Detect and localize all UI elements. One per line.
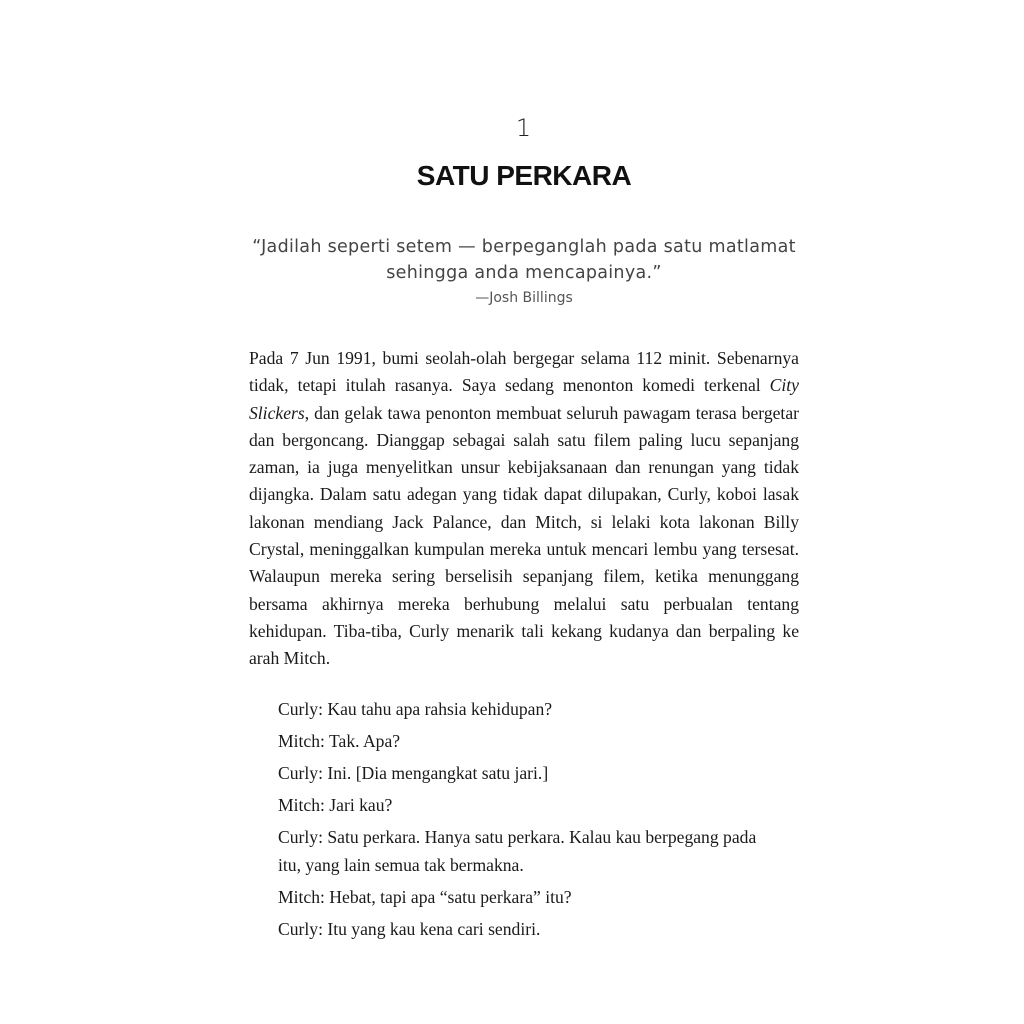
dialogue-line: Curly: Itu yang kau kena cari sendiri. bbox=[278, 918, 541, 939]
chapter-title: SATU PERKARA bbox=[416, 160, 632, 191]
film-title: City Slickers bbox=[249, 375, 799, 423]
dialogue-line: Curly: Ini. [Dia mengangkat satu jari.] bbox=[278, 763, 549, 783]
dialogue-line: Curly: Kau tahu apa rahsia kehidupan? bbox=[278, 699, 553, 719]
dialogue-line: Mitch: Hebat, tapi apa “satu perkara” itu? bbox=[278, 886, 572, 907]
chapter-number: 1 bbox=[515, 114, 533, 142]
dialogue-line: Mitch: Jari kau? bbox=[278, 795, 393, 815]
paragraph-text-1: Pada 7 Jun 1991, bumi seolah-olah bergegar selama 112 minit. Sebenarnya tidak, tetapi itulah rasanya. Saya sedang menonton komedi terkenal bbox=[249, 348, 799, 396]
body-paragraph bbox=[249, 345, 799, 673]
epigraph-quote: “Jadilah seperti setem — berpeganglah pada satu matlamat sehingga anda mencapainya.” bbox=[252, 237, 796, 283]
epigraph-attribution: —Josh Billings bbox=[475, 290, 573, 306]
paragraph-text-2: , dan gelak tawa penonton membuat seluruh pawagam terasa bergetar dan bergoncang. Dianggap sebagai salah satu filem paling lucu sepanjang zaman, ia juga menyelitkan unsur kebijaksanaan dan renungan yang tidak dijangka. Dalam satu adegan yang tidak dapat dilupakan, Curly, koboi lasak lakonan mendiang Jack Palance, dan Mitch, si lelaki kota lakonan Billy Crystal, meninggalkan kumpulan mereka untuk mencari lembu yang tersesat. Walaupun mereka sering berselisih sepanjang filem, ketika menunggang bersama akhirnya mereka berhubung melalui satu perbualan tentang kehidupan. Tiba-tiba, Curly menarik tali kekang kudanya dan berpaling ke arah Mitch. bbox=[249, 402, 799, 669]
dialogue-block bbox=[278, 696, 778, 948]
dialogue-line: Mitch: Tak. Apa? bbox=[278, 731, 401, 751]
dialogue-line: Curly: Satu perkara. Hanya satu perkara. Kalau kau berpegang pada itu, yang lain semua tak bermakna. bbox=[278, 827, 757, 875]
